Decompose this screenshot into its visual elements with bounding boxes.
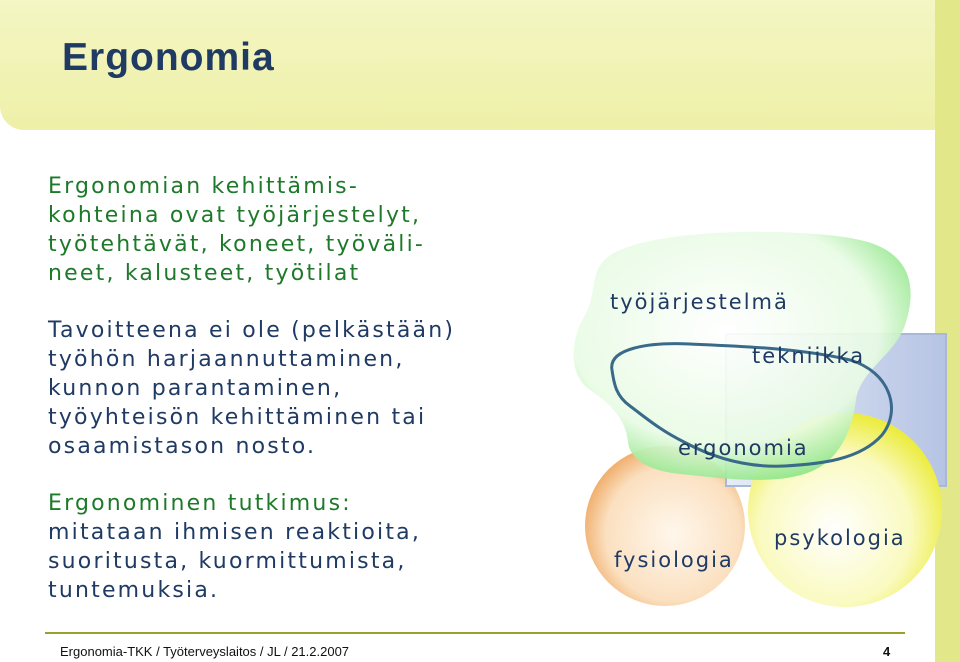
label-psychology: psykologia <box>774 526 906 550</box>
text-line: työtehtävät, koneet, työväli- <box>48 232 426 257</box>
text-line: suoritusta, kuormittumista, <box>48 549 407 574</box>
text-line: osaamistason nosto. <box>48 434 317 459</box>
footer-divider <box>45 632 905 634</box>
paragraph-research <box>48 489 548 605</box>
text-line: työyhteisön kehittäminen tai <box>48 405 427 430</box>
ergonomics-venn-diagram <box>560 220 960 640</box>
page-title: Ergonomia <box>62 36 275 79</box>
venn-svg <box>560 220 960 640</box>
label-technology: tekniikka <box>752 344 866 368</box>
text-line: Tavoitteena ei ole (pelkästään) <box>48 318 456 343</box>
research-heading: Ergonominen tutkimus: <box>48 491 352 516</box>
text-line: tuntemuksia. <box>48 578 220 603</box>
text-line: neet, kalusteet, työtilat <box>48 261 361 286</box>
text-line: kunnon parantaminen, <box>48 376 343 401</box>
paragraph-goals <box>48 316 548 461</box>
label-ergonomics: ergonomia <box>678 436 809 460</box>
paragraph-development-targets <box>48 172 548 288</box>
text-line: Ergonomian kehittämis- <box>48 174 359 199</box>
text-line: työhön harjaannuttaminen, <box>48 347 405 372</box>
label-physiology: fysiologia <box>614 548 734 572</box>
text-line: mitataan ihmisen reaktioita, <box>48 520 422 545</box>
footer-source: Ergonomia-TKK / Työterveyslaitos / JL / 21.2.2007 <box>60 644 350 659</box>
text-line: kohteina ovat työjärjestelyt, <box>48 203 422 228</box>
label-organization: työjärjestelmä <box>610 290 789 314</box>
page-number: 4 <box>883 644 891 659</box>
